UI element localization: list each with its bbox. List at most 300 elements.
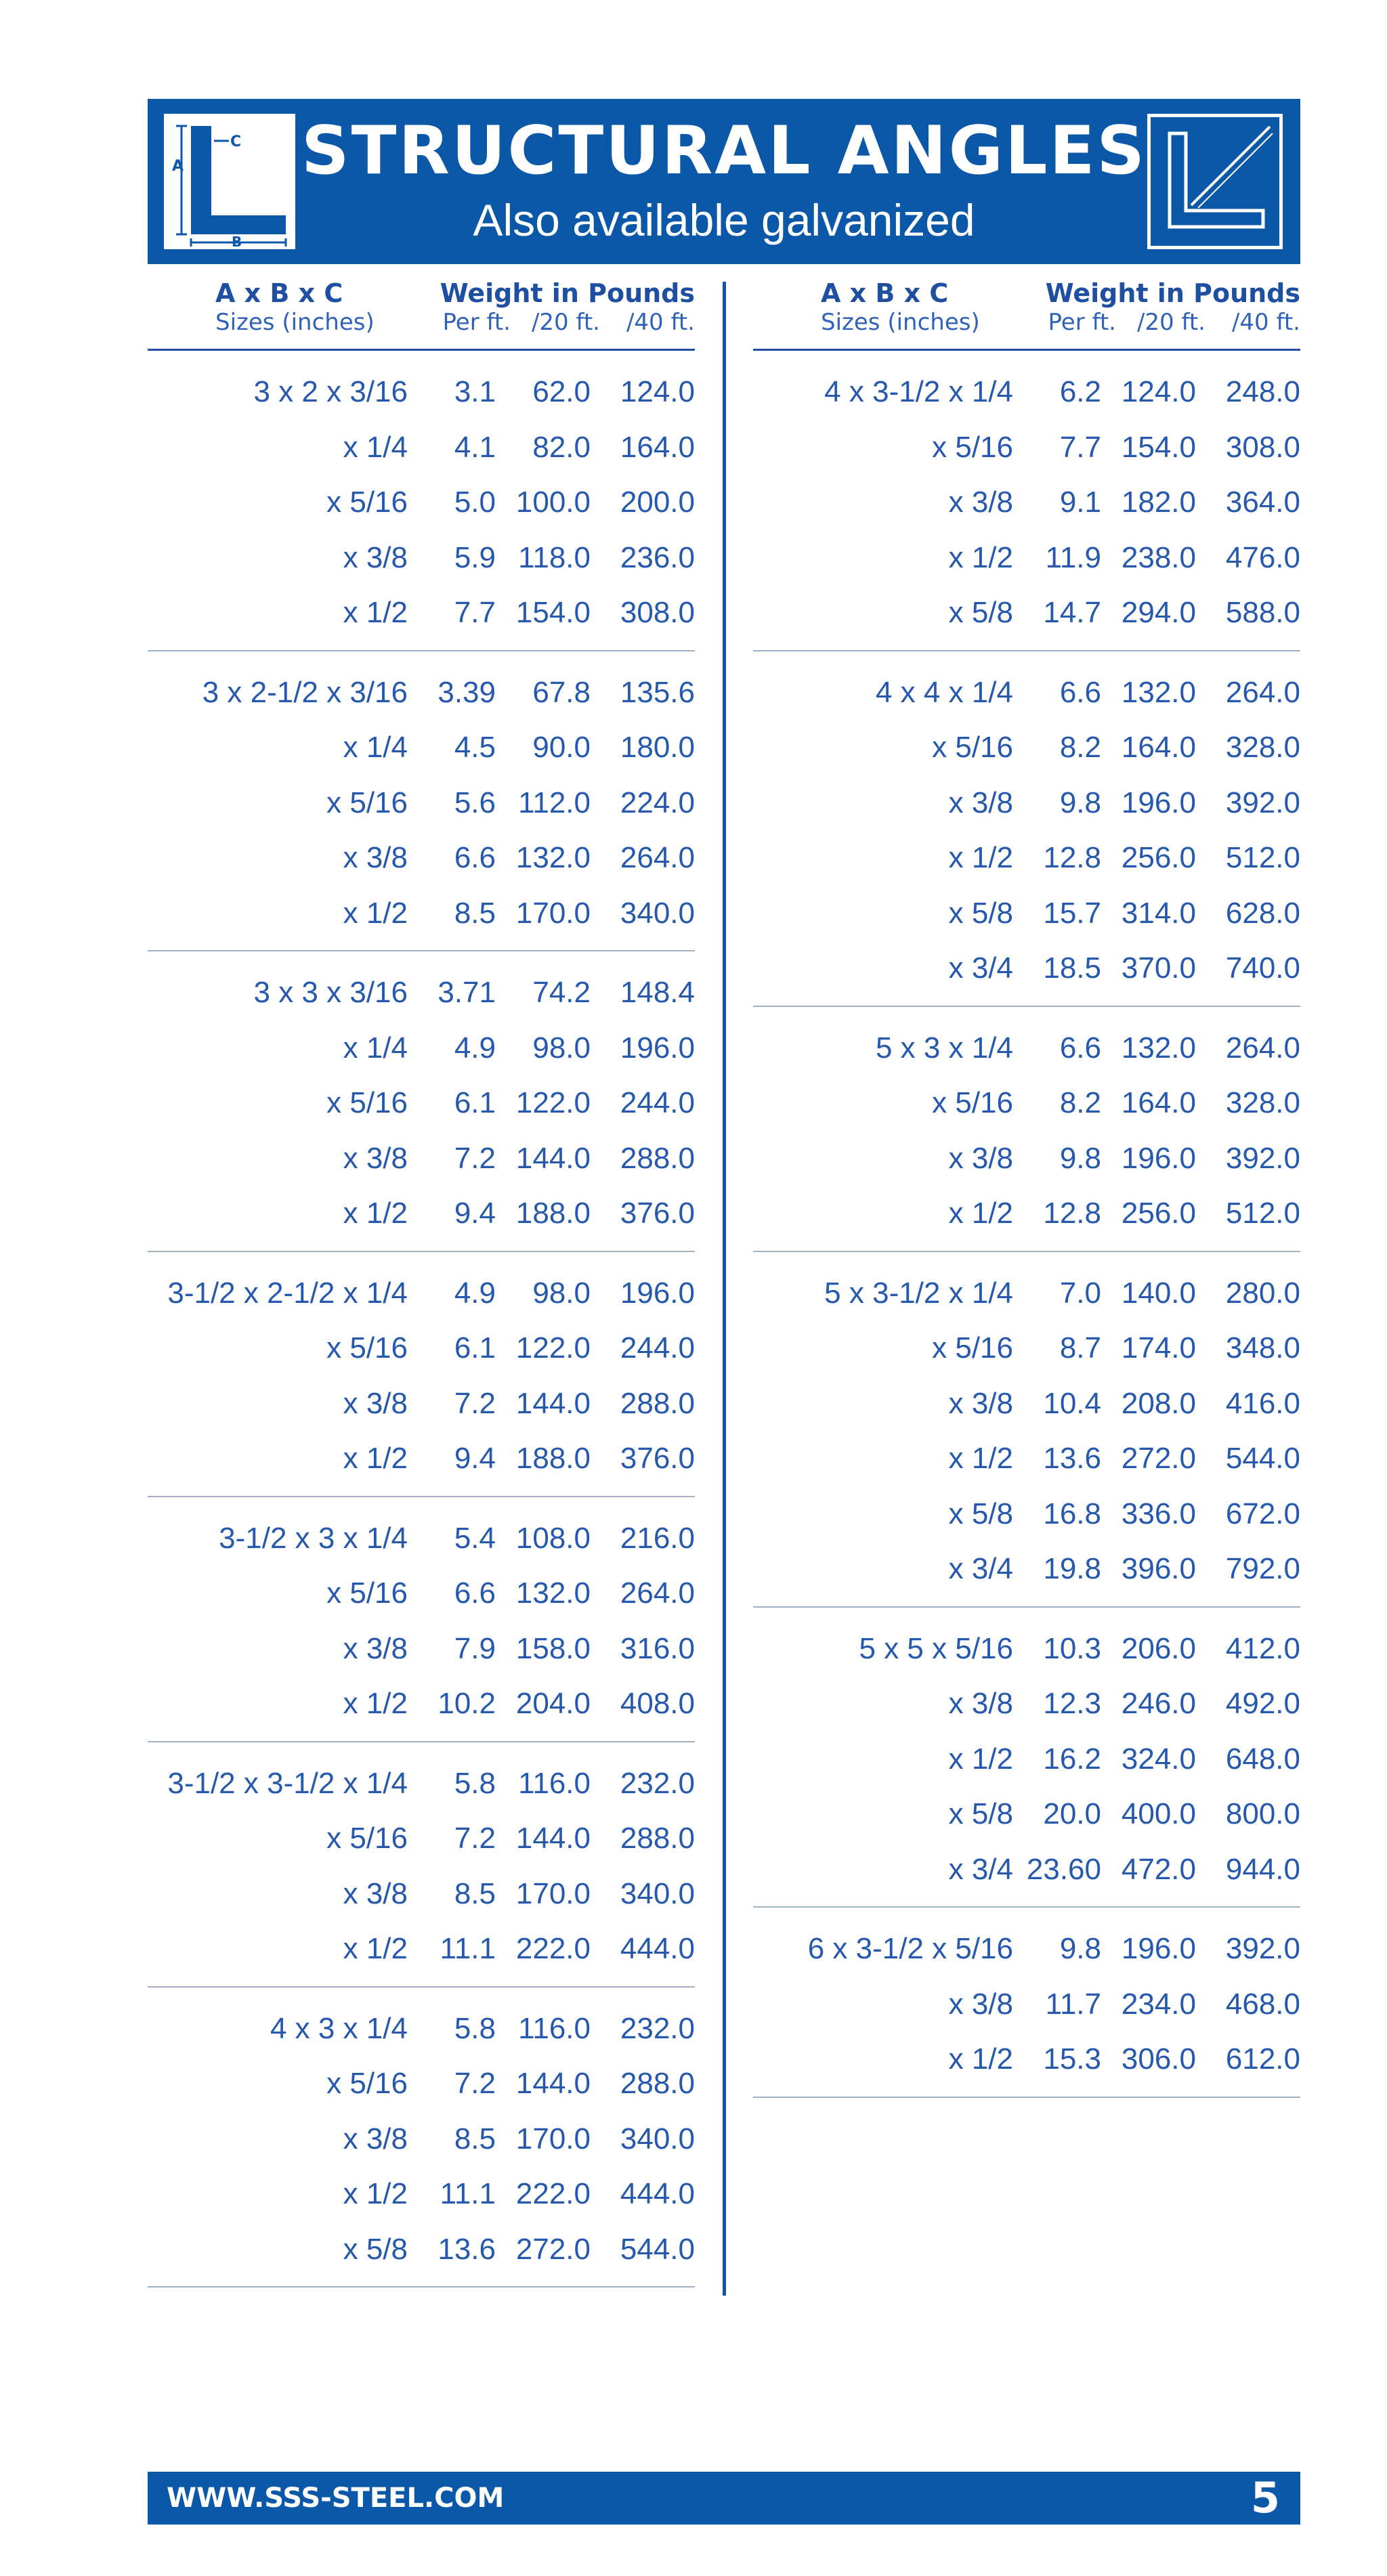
weight-40ft-cell: 328.0 [1225, 731, 1300, 764]
weight-40ft-cell: 648.0 [1225, 1742, 1300, 1776]
weight-40ft-cell: 264.0 [620, 841, 695, 874]
weight-40ft-cell: 800.0 [1225, 1797, 1300, 1830]
weight-20ft-cell: 112.0 [518, 786, 591, 819]
per-ft-cell: 5.8 [454, 1766, 496, 1800]
column-header-left [148, 271, 695, 351]
per-ft-cell: 7.2 [454, 2067, 496, 2100]
table-row [753, 886, 1300, 941]
weight-40ft-cell: 392.0 [1225, 786, 1300, 819]
per-40-heading: /40 ft. [626, 309, 695, 336]
size-heading: A x B x C [821, 278, 949, 308]
size-cell: x 1/2 [343, 1442, 408, 1475]
weight-20ft-cell: 208.0 [1121, 1386, 1196, 1420]
weight-40ft-cell: 244.0 [620, 1086, 695, 1119]
weight-40ft-cell: 196.0 [620, 1276, 695, 1310]
size-cell: 5 x 3-1/2 x 1/4 [824, 1276, 1013, 1310]
table-row [148, 1756, 695, 1811]
size-cell: x 1/4 [343, 731, 408, 764]
size-group [148, 951, 695, 1252]
size-cell: x 3/8 [343, 540, 408, 574]
size-cell: x 1/2 [343, 1932, 408, 1965]
weight-20ft-cell: 170.0 [515, 2122, 591, 2155]
table-row [753, 530, 1300, 586]
per-ft-cell: 19.8 [1043, 1552, 1101, 1585]
weight-heading: Weight in Pounds [1045, 278, 1300, 308]
size-cell: x 1/2 [343, 896, 408, 930]
weight-20ft-cell: 154.0 [1121, 430, 1196, 464]
weight-20ft-cell: 256.0 [1121, 841, 1196, 874]
table-row [753, 1431, 1300, 1486]
table-row [753, 830, 1300, 886]
weight-40ft-cell: 124.0 [620, 375, 695, 408]
size-cell: 6 x 3-1/2 x 5/16 [807, 1932, 1013, 1965]
per-ft-cell: 8.7 [1059, 1331, 1101, 1365]
per-ft-cell: 16.8 [1043, 1497, 1101, 1530]
size-cell: x 1/2 [343, 1687, 408, 1720]
table-row [753, 1842, 1300, 1897]
size-cell: x 3/8 [343, 841, 408, 874]
table-row [753, 1075, 1300, 1131]
weight-20ft-cell: 238.0 [1121, 540, 1196, 574]
table-row [148, 1511, 695, 1566]
per-ft-cell: 10.3 [1043, 1631, 1101, 1665]
weight-40ft-cell: 476.0 [1225, 540, 1300, 574]
weight-20ft-cell: 370.0 [1121, 951, 1196, 985]
size-cell: 3 x 3 x 3/16 [253, 976, 408, 1009]
weight-20ft-cell: 234.0 [1121, 1987, 1196, 2021]
weight-20ft-cell: 144.0 [515, 1141, 591, 1175]
per-ft-cell: 6.6 [1059, 1031, 1101, 1065]
size-heading: A x B x C [215, 278, 343, 308]
per-ft-cell: 12.3 [1043, 1687, 1101, 1720]
table-row [148, 965, 695, 1021]
size-cell: x 5/16 [932, 430, 1013, 464]
weight-40ft-cell: 288.0 [620, 1141, 695, 1175]
weight-40ft-cell: 340.0 [620, 896, 695, 930]
page-title: STRUCTURAL ANGLES [301, 112, 1147, 190]
weight-40ft-cell: 316.0 [620, 1631, 695, 1665]
weight-20ft-cell: 144.0 [515, 1822, 591, 1855]
weight-20ft-cell: 98.0 [532, 1031, 591, 1065]
table-row [148, 2111, 695, 2167]
table-row [148, 475, 695, 530]
weight-20ft-cell: 158.0 [515, 1631, 591, 1665]
size-cell: x 5/16 [326, 486, 408, 519]
table-row [148, 886, 695, 941]
table-row [753, 1486, 1300, 1542]
table-row [148, 1811, 695, 1866]
weight-40ft-cell: 236.0 [620, 540, 695, 574]
weight-40ft-cell: 944.0 [1225, 1852, 1300, 1886]
table-row [753, 1786, 1300, 1842]
weight-20ft-cell: 164.0 [1121, 731, 1196, 764]
weight-40ft-cell: 792.0 [1225, 1552, 1300, 1585]
size-cell: x 1/2 [948, 1197, 1013, 1230]
weight-40ft-cell: 612.0 [1225, 2042, 1300, 2076]
weight-20ft-cell: 306.0 [1121, 2042, 1196, 2076]
per-20-heading: /20 ft. [531, 309, 600, 336]
weight-20ft-cell: 154.0 [515, 596, 591, 629]
table-row [148, 420, 695, 475]
table-row [148, 1021, 695, 1076]
weight-20ft-cell: 472.0 [1121, 1852, 1196, 1886]
per-ft-cell: 23.60 [1026, 1852, 1101, 1886]
weight-20ft-cell: 116.0 [518, 1766, 591, 1800]
size-cell: x 3/8 [343, 1876, 408, 1910]
weight-20ft-cell: 124.0 [1121, 375, 1196, 408]
table-row [148, 1131, 695, 1186]
table-row [753, 1921, 1300, 1977]
per-ft-cell: 7.2 [454, 1386, 496, 1420]
size-cell: x 1/2 [343, 2177, 408, 2210]
per-ft-cell: 5.4 [454, 1521, 496, 1555]
weight-40ft-cell: 408.0 [620, 1687, 695, 1720]
per-ft-cell: 7.7 [454, 596, 496, 629]
weight-40ft-cell: 308.0 [1225, 430, 1300, 464]
size-cell: x 1/2 [948, 841, 1013, 874]
weight-40ft-cell: 672.0 [1225, 1497, 1300, 1530]
size-cell: 3 x 2 x 3/16 [253, 375, 408, 408]
weight-40ft-cell: 288.0 [620, 1386, 695, 1420]
weight-20ft-cell: 272.0 [1121, 1442, 1196, 1475]
table-row [148, 1921, 695, 1977]
weight-40ft-cell: 148.4 [620, 976, 695, 1009]
weight-40ft-cell: 232.0 [620, 2011, 695, 2045]
size-cell: x 5/16 [326, 1576, 408, 1610]
size-cell: x 3/8 [948, 1687, 1013, 1720]
weight-20ft-cell: 324.0 [1121, 1742, 1196, 1776]
weight-40ft-cell: 264.0 [1225, 675, 1300, 709]
weight-20ft-cell: 222.0 [515, 1932, 591, 1965]
weight-40ft-cell: 628.0 [1225, 896, 1300, 930]
per-ft-cell: 7.9 [454, 1631, 496, 1665]
table-row [753, 475, 1300, 530]
size-cell: x 3/8 [948, 1987, 1013, 2021]
per-ft-cell: 9.4 [454, 1197, 496, 1230]
table-row [753, 585, 1300, 641]
weight-20ft-cell: 98.0 [532, 1276, 591, 1310]
size-cell: x 1/2 [343, 596, 408, 629]
weight-20ft-cell: 122.0 [515, 1086, 591, 1119]
size-group [753, 1007, 1300, 1252]
weight-20ft-cell: 294.0 [1121, 596, 1196, 629]
weight-40ft-cell: 492.0 [1225, 1687, 1300, 1720]
left-table-body [148, 351, 695, 2288]
per-ft-cell: 4.1 [454, 430, 496, 464]
table-row [753, 1376, 1300, 1432]
weight-40ft-cell: 340.0 [620, 2122, 695, 2155]
weight-40ft-cell: 544.0 [620, 2232, 695, 2266]
table-row [753, 775, 1300, 831]
weight-40ft-cell: 280.0 [1225, 1276, 1300, 1310]
weight-40ft-cell: 135.6 [620, 675, 695, 709]
weight-20ft-cell: 62.0 [532, 375, 591, 408]
per-ft-cell: 8.5 [454, 1876, 496, 1910]
column-divider [723, 282, 726, 2296]
diagram-label-a: A [172, 158, 184, 175]
weight-20ft-cell: 100.0 [515, 486, 591, 519]
table-row [148, 2222, 695, 2277]
table-row [148, 830, 695, 886]
weight-20ft-cell: 204.0 [515, 1687, 591, 1720]
weight-20ft-cell: 132.0 [1121, 675, 1196, 709]
per-ft-cell: 11.1 [440, 2177, 496, 2210]
page-number: 5 [1250, 2473, 1280, 2523]
weight-20ft-cell: 174.0 [1121, 1331, 1196, 1365]
weight-heading: Weight in Pounds [440, 278, 695, 308]
table-row [148, 1676, 695, 1732]
size-group [148, 651, 695, 952]
weight-40ft-cell: 412.0 [1225, 1631, 1300, 1665]
weight-20ft-cell: 396.0 [1121, 1552, 1196, 1585]
size-cell: x 3/8 [343, 2122, 408, 2155]
size-cell: x 1/4 [343, 430, 408, 464]
size-group [753, 1608, 1300, 1908]
size-cell: x 3/4 [948, 951, 1013, 985]
weight-20ft-cell: 188.0 [515, 1197, 591, 1230]
weight-20ft-cell: 170.0 [515, 896, 591, 930]
weight-40ft-cell: 288.0 [620, 2067, 695, 2100]
weight-40ft-cell: 392.0 [1225, 1932, 1300, 1965]
weight-40ft-cell: 180.0 [620, 731, 695, 764]
size-cell: x 3/4 [948, 1552, 1013, 1585]
per-ft-cell: 5.8 [454, 2011, 496, 2045]
page-subtitle: Also available galvanized [473, 195, 975, 245]
weight-20ft-cell: 336.0 [1121, 1497, 1196, 1530]
table-row [753, 1541, 1300, 1597]
table-row [148, 1566, 695, 1621]
per-ft-cell: 13.6 [438, 2232, 496, 2266]
per-ft-cell: 4.5 [454, 731, 496, 764]
size-cell: x 5/16 [326, 2067, 408, 2100]
size-cell: 3-1/2 x 3 x 1/4 [219, 1521, 408, 1555]
per-ft-cell: 9.8 [1059, 1932, 1101, 1965]
size-cell: x 5/16 [326, 1331, 408, 1365]
weight-40ft-cell: 264.0 [620, 1576, 695, 1610]
size-cell: x 1/2 [948, 1442, 1013, 1475]
table-row [148, 2056, 695, 2111]
right-column [753, 271, 1300, 2098]
size-cell: x 5/16 [932, 731, 1013, 764]
size-group [148, 1742, 695, 1988]
per-ft-cell: 4.9 [454, 1031, 496, 1065]
weight-20ft-cell: 170.0 [515, 1876, 591, 1910]
diagram-label-b: B [232, 234, 242, 249]
angle-profile-icon [1147, 114, 1283, 249]
size-cell: x 3/8 [948, 1386, 1013, 1420]
table-row [753, 665, 1300, 721]
weight-40ft-cell: 376.0 [620, 1442, 695, 1475]
weight-40ft-cell: 248.0 [1225, 375, 1300, 408]
per-ft-cell: 14.7 [1043, 596, 1101, 629]
size-cell: x 5/16 [326, 1822, 408, 1855]
size-cell: x 3/8 [948, 786, 1013, 819]
weight-40ft-cell: 348.0 [1225, 1331, 1300, 1365]
size-cell: 3-1/2 x 3-1/2 x 1/4 [167, 1766, 408, 1800]
weight-40ft-cell: 444.0 [620, 2177, 695, 2210]
weight-40ft-cell: 164.0 [620, 430, 695, 464]
size-cell: x 1/4 [343, 1031, 408, 1065]
weight-40ft-cell: 468.0 [1225, 1987, 1300, 2021]
per-ft-cell: 8.5 [454, 896, 496, 930]
size-cell: x 3/4 [948, 1852, 1013, 1886]
weight-40ft-cell: 196.0 [620, 1031, 695, 1065]
per-ft-cell: 16.2 [1043, 1742, 1101, 1776]
table-row [753, 1131, 1300, 1186]
weight-40ft-cell: 416.0 [1225, 1386, 1300, 1420]
weight-40ft-cell: 200.0 [620, 486, 695, 519]
per-ft-cell: 12.8 [1043, 1197, 1101, 1230]
weight-20ft-cell: 314.0 [1121, 896, 1196, 930]
per-ft-cell: 7.0 [1059, 1276, 1101, 1310]
weight-20ft-cell: 108.0 [515, 1521, 591, 1555]
per-ft-cell: 13.6 [1043, 1442, 1101, 1475]
weight-40ft-cell: 216.0 [620, 1521, 695, 1555]
weight-20ft-cell: 222.0 [515, 2177, 591, 2210]
size-group [753, 1908, 1300, 2098]
size-cell: 4 x 3 x 1/4 [270, 2011, 408, 2045]
weight-20ft-cell: 256.0 [1121, 1197, 1196, 1230]
table-row [753, 1321, 1300, 1376]
weight-20ft-cell: 182.0 [1121, 486, 1196, 519]
size-cell: x 1/2 [948, 540, 1013, 574]
table-row [753, 1732, 1300, 1787]
weight-20ft-cell: 82.0 [532, 430, 591, 464]
per-ft-cell: 8.2 [1059, 1086, 1101, 1119]
per-ft-cell: 11.1 [440, 1932, 496, 1965]
weight-20ft-cell: 400.0 [1121, 1797, 1196, 1830]
website-url: WWW.SSS-STEEL.COM [167, 2483, 505, 2514]
diagram-label-c: C [230, 133, 242, 150]
table-row [148, 530, 695, 586]
table-row [148, 1186, 695, 1241]
per-40-heading: /40 ft. [1231, 309, 1300, 336]
footer-bar [148, 2472, 1300, 2525]
size-cell: 4 x 3-1/2 x 1/4 [824, 375, 1013, 408]
size-group [148, 1497, 695, 1742]
per-ft-cell: 5.0 [454, 486, 496, 519]
weight-20ft-cell: 116.0 [518, 2011, 591, 2045]
size-group [753, 1252, 1300, 1608]
weight-20ft-cell: 122.0 [515, 1331, 591, 1365]
weight-40ft-cell: 288.0 [620, 1822, 695, 1855]
weight-40ft-cell: 376.0 [620, 1197, 695, 1230]
weight-40ft-cell: 224.0 [620, 786, 695, 819]
per-ft-cell: 11.9 [1045, 540, 1101, 574]
column-header-right [753, 271, 1300, 351]
weight-40ft-cell: 512.0 [1225, 1197, 1300, 1230]
size-cell: x 5/16 [932, 1331, 1013, 1365]
size-cell: 3 x 2-1/2 x 3/16 [202, 675, 408, 709]
table-row [753, 1676, 1300, 1732]
table-row [148, 1376, 695, 1432]
table-row [148, 1621, 695, 1677]
per-ft-heading: Per ft. [1048, 309, 1116, 336]
weight-40ft-cell: 340.0 [620, 1876, 695, 1910]
size-group [753, 351, 1300, 651]
weight-40ft-cell: 308.0 [620, 596, 695, 629]
size-cell: x 5/16 [326, 786, 408, 819]
per-ft-cell: 8.5 [454, 2122, 496, 2155]
weight-40ft-cell: 364.0 [1225, 486, 1300, 519]
right-table-body [753, 351, 1300, 2098]
header-banner [148, 99, 1300, 264]
per-ft-cell: 6.6 [1059, 675, 1101, 709]
weight-20ft-cell: 90.0 [532, 731, 591, 764]
per-ft-cell: 6.2 [1059, 375, 1101, 408]
weight-20ft-cell: 140.0 [1121, 1276, 1196, 1310]
weight-40ft-cell: 444.0 [620, 1932, 695, 1965]
weight-40ft-cell: 512.0 [1225, 841, 1300, 874]
size-cell: x 1/2 [948, 2042, 1013, 2076]
weight-40ft-cell: 544.0 [1225, 1442, 1300, 1475]
size-cell: x 3/8 [948, 1141, 1013, 1175]
weight-40ft-cell: 392.0 [1225, 1141, 1300, 1175]
size-cell: x 5/8 [948, 1497, 1013, 1530]
weight-40ft-cell: 264.0 [1225, 1031, 1300, 1065]
table-row [148, 2166, 695, 2222]
weight-20ft-cell: 118.0 [518, 540, 591, 574]
per-ft-cell: 9.1 [1059, 486, 1101, 519]
table-row [148, 1321, 695, 1376]
per-ft-cell: 3.71 [438, 976, 496, 1009]
weight-20ft-cell: 246.0 [1121, 1687, 1196, 1720]
table-row [753, 1621, 1300, 1677]
size-cell: x 5/16 [932, 1086, 1013, 1119]
weight-20ft-cell: 132.0 [1121, 1031, 1196, 1065]
table-row [148, 1075, 695, 1131]
per-ft-cell: 7.2 [454, 1141, 496, 1175]
size-cell: 5 x 3 x 1/4 [875, 1031, 1013, 1065]
table-row [753, 720, 1300, 775]
weight-20ft-cell: 196.0 [1121, 1932, 1196, 1965]
weight-40ft-cell: 328.0 [1225, 1086, 1300, 1119]
weight-20ft-cell: 144.0 [515, 1386, 591, 1420]
size-cell: x 1/2 [343, 1197, 408, 1230]
per-ft-cell: 9.4 [454, 1442, 496, 1475]
size-group [148, 1988, 695, 2288]
size-cell: x 5/8 [343, 2232, 408, 2266]
per-ft-cell: 10.2 [438, 1687, 496, 1720]
per-ft-cell: 10.4 [1043, 1386, 1101, 1420]
weight-20ft-cell: 272.0 [515, 2232, 591, 2266]
table-row [148, 1266, 695, 1321]
per-ft-cell: 18.5 [1043, 951, 1101, 985]
size-cell: x 5/8 [948, 896, 1013, 930]
per-ft-cell: 7.7 [1059, 430, 1101, 464]
table-row [753, 941, 1300, 996]
table-row [753, 1266, 1300, 1321]
size-cell: 4 x 4 x 1/4 [875, 675, 1013, 709]
size-group [148, 351, 695, 651]
left-column [148, 271, 695, 2288]
per-ft-cell: 7.2 [454, 1822, 496, 1855]
weight-40ft-cell: 588.0 [1225, 596, 1300, 629]
size-group [753, 651, 1300, 1007]
per-ft-cell: 6.6 [454, 841, 496, 874]
table-row [753, 1186, 1300, 1241]
per-ft-cell: 9.8 [1059, 1141, 1101, 1175]
table-row [148, 665, 695, 721]
table-row [148, 2001, 695, 2057]
per-ft-cell: 11.7 [1045, 1987, 1101, 2021]
weight-20ft-cell: 67.8 [532, 675, 591, 709]
weight-20ft-cell: 144.0 [515, 2067, 591, 2100]
size-cell: x 5/8 [948, 596, 1013, 629]
weight-20ft-cell: 74.2 [532, 976, 591, 1009]
size-cell: 3-1/2 x 2-1/2 x 1/4 [167, 1276, 408, 1310]
weight-20ft-cell: 132.0 [515, 841, 591, 874]
